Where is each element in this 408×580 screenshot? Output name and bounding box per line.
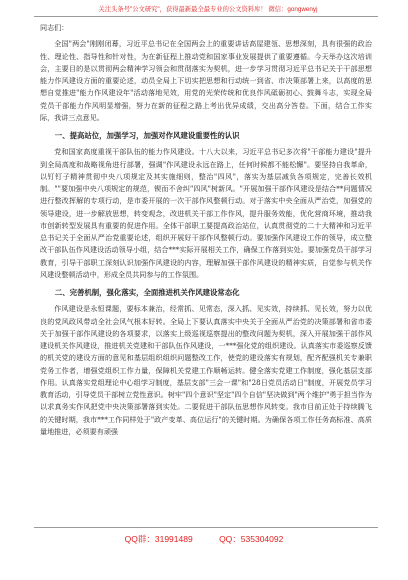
- promo-banner[interactable]: [36, 4, 380, 13]
- document-body: [40, 22, 372, 524]
- section-2-heading: 二、完善机制，强化落实，全面推进机关作风建设常态化: [54, 288, 240, 297]
- wechat-id: gongwenyj: [287, 6, 318, 13]
- qq-number: QQ：535304092: [219, 534, 284, 544]
- footer-divider: [34, 527, 378, 528]
- intro-paragraph: 全国"两会"刚刚闭幕，习近平总书记在全国两会上的重要讲话高屋建瓴、思想深刻，具有很强的政治性、理论性、指导性和针对性，为在新征程上推动党和国家事业发展提供了重要遵循。今天举办这次培训会，主要目的是以贯彻两会精神学习领会和贯彻落实为契机，进一步学习贯彻习近平总书记关于干部思想能力作风建设方面的重要论述，动员全局上下切实把思想和行动统一到省、市决策部署上来，以高度的思想自觉推进"能力作风建设年"活动落地见效，用党的光荣传统和优良作风砥砺初心、鼓舞斗志，实现全局党员干部能力作风明显增强，努力在新的征程之路上考出优异成绩，交出高分答卷。下面，结合工作实际，我讲三点意见。: [40, 39, 372, 122]
- section-1-paragraph: 党和国家高度重视干部队伍的能力作风建设。十八大以来，习近平总书记多次将"干部能力建设"提升到全局高度和战略视角进行部署，强调"作风建设永远在路上，任何时候都不能松懈"。要坚持自我革命，以钉钉子精神贯彻中央八项规定及其实施细则，整治"四风"，落实为基层减负各项规定，完善长效机制。""要加强中央八项规定的规范，锲而不舍纠"四风"树新风。"开展加强干部作风建设是结合**问题情况进行整改挥解的专项行动，是市委开展的一次干部作风整顿行动。对于落实中央全面从严治党，加强党的领导建设，进一步解放思想，转变观念，改进机关干部工作作风，提升服务效能，优化营商环境，推动我市创新转型发展具有重要的促进作用。全体干部职工要提高政治站位，认真贯彻党的二十大精神和习近平总书记关于全面从严治党重要论述，组织开展好干部作风整顿行动。要加强作风建设工作的领导，成立整改干部队伍作风建设活动领导小组，结合***实际开展相关工作，确保工作落到实处。要加强党员干部学习教育，引导干部职工深刻认识加强作风建设的内容，理解加强干部作风建设的精神实质，自觉参与机关作风建设整顿活动中，形成全员共同参与的工作氛围。: [40, 147, 372, 279]
- contact-footer: [0, 533, 408, 545]
- salutation: 同志们：: [40, 23, 69, 32]
- section-2-paragraph: 作风建设是永恒课题，要标本兼治，经常抓、见常态，深入抓、见实效，持续抓、见长效，努力以优良的党风政风带动全社会风气根本好转。全局上下要认真落实中央关于全面从严治党的决策部署和省市委关于加强干部作风建设的各项要求，以落实上级巡视巡察提出的整改问题为契机，深入开展加强干部作风建设机关作风建设，推进机关党建和干部队伍作风建设，一***强化党的组织建设。认真落实市委巡察反馈的机关党的建设方面的意见和基层组织组织问题整改工作，使党的建设落实有规划，配齐配强机关专兼职党务工作者，增强党组织工作力量，保障机关党建工作顺畅运转。健全落实党建工作制度，强化基层支部作用。认真落实党组理论中心组学习制度，基层支部"三会一课"和"28日党员活动日"制度，开展党员学习教育活动，引导党员干部树立党性意识。树牢"四个意识"坚定"四个自信"坚决做到"两个维护"勇于担当作为以求真务实作风把党中央决策部署落到实处。二要促进干部队伍思想作风转变。我市目前正处于持续腾飞的关键时期，我市***工作同样处于"政产变革、高位运行"的关键时期。为确保各项工作任务高标准、高质量地推进，必须要有顽强: [40, 304, 372, 436]
- section-1-heading: 一、提高站位，加强学习，加强对作风建设重要性的认识: [54, 131, 240, 140]
- promo-banner-text: 关注头条号"公文研究"，获得最新最全最专业的公文资料库！ 微信：: [98, 6, 288, 13]
- qq-group: QQ群：31991489: [124, 534, 193, 544]
- header-divider: [34, 16, 378, 17]
